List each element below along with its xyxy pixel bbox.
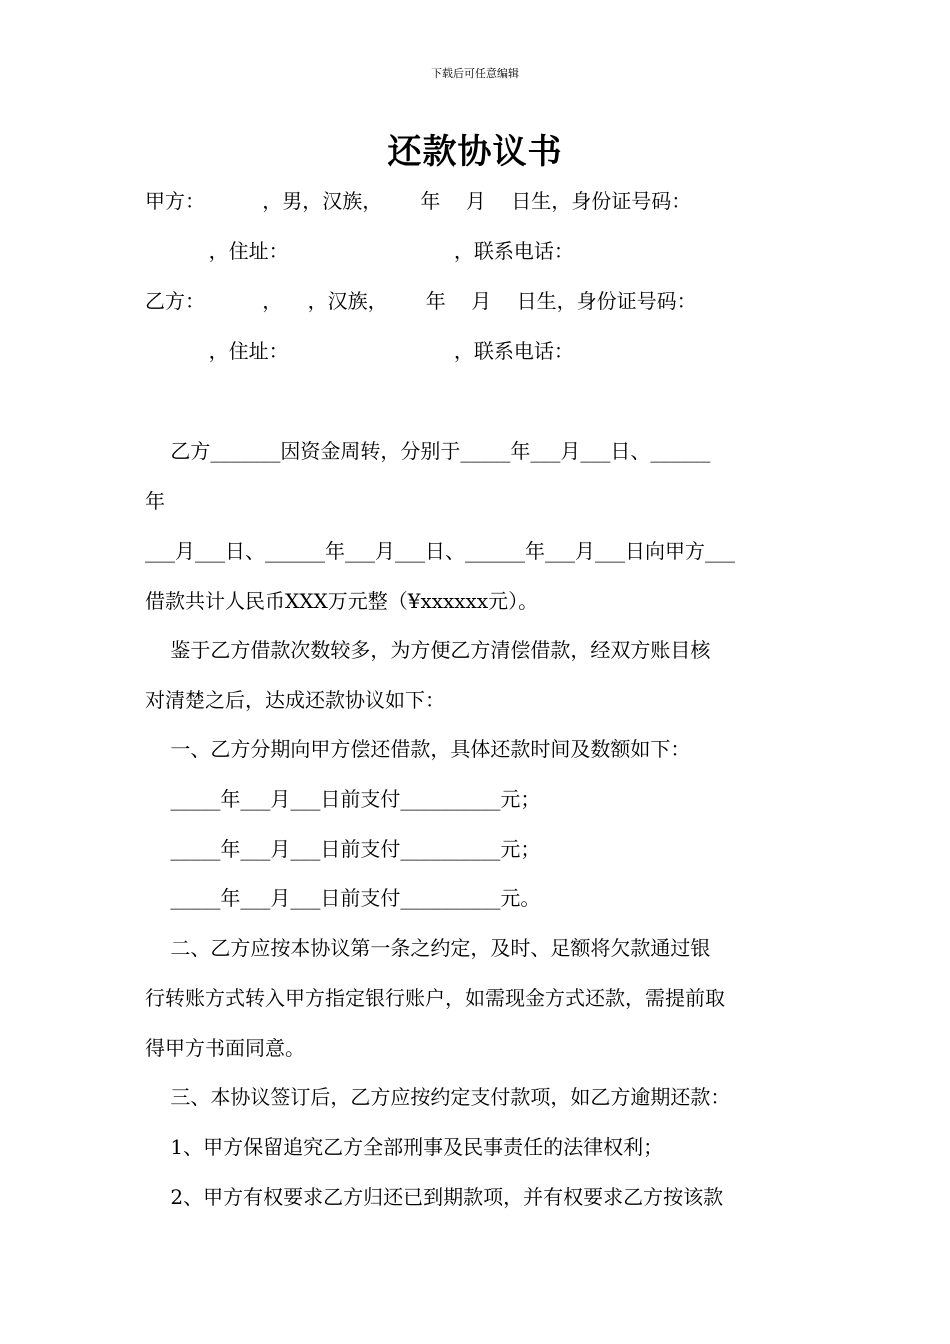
paragraph-2-line-2: 对清楚之后，达成还款协议如下： <box>145 688 445 712</box>
clause-1: 一、乙方分期向甲方偿还借款，具体还款时间及数额如下： <box>145 737 691 761</box>
party-b-line-2: ，住址： ，联系电话： <box>145 339 574 363</box>
clause-1-item-1: _____年___月___日前支付__________元； <box>145 787 541 811</box>
clause-2-line-2: 行转账方式转入甲方指定银行账户，如需现金方式还款，需提前取 <box>145 986 725 1010</box>
clause-1-item-3: _____年___月___日前支付__________元。 <box>145 886 541 910</box>
paragraph-1-line-2: 年 <box>145 489 165 513</box>
party-a-line-1: 甲方： ，男，汉族， 年 月 日生，身份证号码： <box>145 189 692 213</box>
header-note: 下载后可任意编辑 <box>431 67 519 80</box>
party-a-line-2: ，住址： ，联系电话： <box>145 239 574 263</box>
clause-3: 三、本协议签订后，乙方应按约定支付款项，如乙方逾期还款： <box>145 1085 731 1109</box>
clause-1-item-2: _____年___月___日前支付__________元； <box>145 837 541 861</box>
paragraph-1-line-3: ___月___日、______年___月___日、______年___月___日向甲方___ <box>145 539 735 563</box>
paragraph-1-line-4: 借款共计人民币XXX万元整（¥xxxxxx元）。 <box>145 589 539 613</box>
clause-2-line-1: 二、乙方应按本协议第一条之约定，及时、足额将欠款通过银 <box>145 936 711 960</box>
paragraph-1-line-1: 乙方_______因资金周转，分别于_____年___月___日、______ <box>145 439 711 463</box>
clause-3-item-2: 2、甲方有权要求乙方归还已到期款项，并有权要求乙方按该款 <box>145 1185 724 1209</box>
document-title: 还款协议书 <box>387 132 563 172</box>
party-b-line-1: 乙方： ， ，汉族， 年 月 日生，身份证号码： <box>145 289 697 313</box>
paragraph-2-line-1: 鉴于乙方借款次数较多，为方便乙方清偿借款，经双方账目核 <box>145 638 711 662</box>
clause-2-line-3: 得甲方书面同意。 <box>145 1036 305 1060</box>
clause-3-item-1: 1、甲方保留追究乙方全部刑事及民事责任的法律权利； <box>145 1135 664 1159</box>
